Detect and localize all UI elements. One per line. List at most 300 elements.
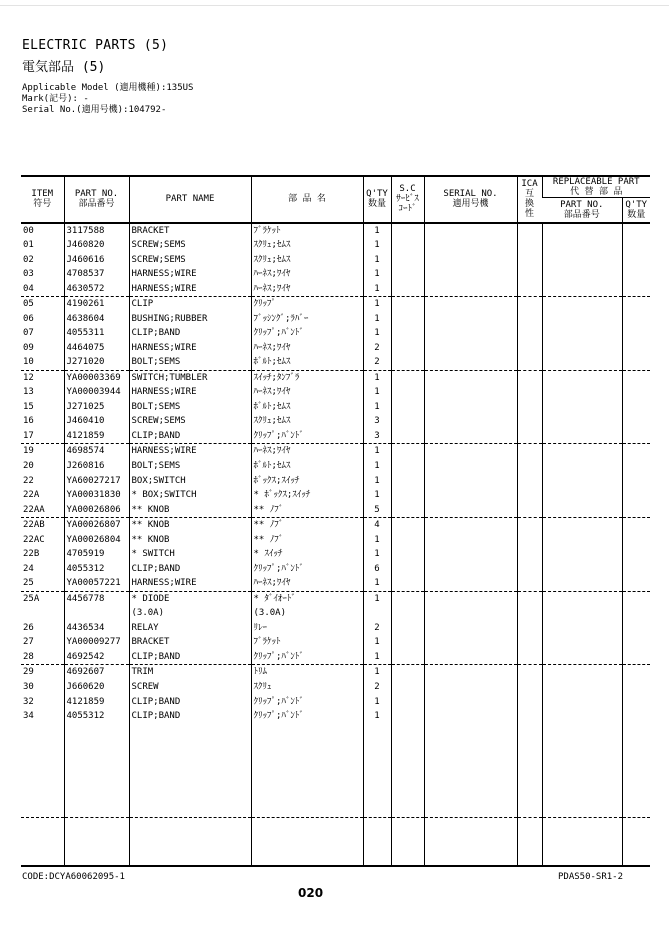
cell-qty: 1 (363, 223, 391, 239)
cell-item (21, 606, 64, 621)
cell-empty (424, 341, 517, 356)
table-row (21, 414, 650, 429)
cell-empty (424, 503, 517, 518)
cell-empty (622, 297, 650, 312)
cell-part-name-jp: ｽｸﾘｭ;ｾﾑｽ (251, 238, 363, 253)
cell-part-no: 4055312 (64, 562, 129, 577)
cell-empty (391, 665, 424, 680)
cell-qty: 1 (363, 267, 391, 282)
cell-empty (542, 223, 622, 239)
cell-empty (391, 312, 424, 327)
cell-part-name: ** KNOB (129, 518, 251, 533)
cell-empty (542, 414, 622, 429)
cell-empty (517, 385, 542, 400)
cell-part-name: SCREW;SEMS (129, 414, 251, 429)
cell-empty (424, 724, 517, 771)
cell-empty (424, 635, 517, 650)
cell-part-no: YA00009277 (64, 635, 129, 650)
cell-empty (129, 724, 251, 771)
cell-part-no: J260816 (64, 459, 129, 474)
table-row (21, 444, 650, 459)
col-header-part-no: PART NO. 部品番号 (64, 176, 129, 223)
table-row (21, 576, 650, 591)
cell-empty (251, 818, 363, 866)
cell-empty (64, 818, 129, 866)
table-row (21, 606, 650, 621)
cell-empty (391, 459, 424, 474)
cell-part-no: YA00026807 (64, 518, 129, 533)
cell-empty (622, 503, 650, 518)
table-row (21, 562, 650, 577)
cell-empty (542, 680, 622, 695)
cell-item: 00 (23, 225, 34, 236)
cell-part-no: 4121859 (64, 695, 129, 710)
cell-empty (391, 400, 424, 415)
cell-part-name: (3.0A) (129, 606, 251, 621)
cell-empty (424, 370, 517, 385)
table-row (21, 355, 650, 370)
cell-part-name-jp: * ｽｲｯﾁ (251, 547, 363, 562)
empty-row (21, 724, 650, 771)
cell-empty (424, 385, 517, 400)
cell-item: 24 (23, 563, 34, 574)
cell-empty (424, 770, 517, 817)
cell-part-name: SCREW (129, 680, 251, 695)
cell-qty: 1 (363, 370, 391, 385)
cell-item: 03 (23, 269, 34, 280)
cell-empty (622, 818, 650, 866)
cell-part-name-jp: ﾌﾞｯｼﾝｸﾞ;ﾗﾊﾞｰ (251, 312, 363, 327)
cell-empty (622, 606, 650, 621)
cell-empty (391, 223, 424, 239)
cell-empty (542, 341, 622, 356)
table-row (21, 695, 650, 710)
cell-empty (363, 724, 391, 771)
cell-part-no: YA00026804 (64, 533, 129, 548)
cell-empty (391, 341, 424, 356)
cell-empty (424, 562, 517, 577)
cell-empty (517, 709, 542, 724)
cell-part-name: SCREW;SEMS (129, 253, 251, 268)
cell-empty (64, 770, 129, 817)
cell-qty: 5 (363, 503, 391, 518)
cell-item: 07 (23, 328, 34, 339)
cell-empty (542, 576, 622, 591)
cell-empty (64, 724, 129, 771)
col-header-replaceable-qty: Q'TY 数量 (622, 198, 650, 223)
cell-part-name: CLIP;BAND (129, 562, 251, 577)
cell-part-name-jp: ﾊｰﾈｽ;ﾜｲﾔ (251, 444, 363, 459)
cell-item: 25A (23, 593, 40, 604)
cell-empty (517, 355, 542, 370)
cell-empty (622, 533, 650, 548)
empty-row (21, 818, 650, 866)
cell-part-no: YA60027217 (64, 474, 129, 489)
cell-empty (517, 326, 542, 341)
cell-empty (542, 724, 622, 771)
cell-part-name: BOLT;SEMS (129, 400, 251, 415)
cell-empty (622, 562, 650, 577)
cell-empty (622, 341, 650, 356)
cell-empty (542, 547, 622, 562)
cell-empty (391, 267, 424, 282)
table-row (21, 429, 650, 444)
cell-empty (517, 591, 542, 606)
col-header-part-name: PART NAME (129, 176, 251, 223)
cell-empty (622, 770, 650, 817)
applicable-model: Applicable Model (適用機種):135US (22, 83, 194, 93)
cell-part-name-jp: ｸﾘｯﾌﾟ;ﾊﾞﾝﾄﾞ (251, 562, 363, 577)
cell-part-name-jp: ﾄﾘﾑ (251, 665, 363, 680)
cell-part-no: YA00003944 (64, 385, 129, 400)
cell-empty (542, 818, 622, 866)
cell-part-no: 4630572 (64, 282, 129, 297)
cell-empty (517, 770, 542, 817)
cell-empty (517, 635, 542, 650)
cell-part-no: 4464075 (64, 341, 129, 356)
cell-item: 32 (23, 696, 34, 707)
table-row (21, 474, 650, 489)
cell-part-name: HARNESS;WIRE (129, 341, 251, 356)
cell-qty: 2 (363, 341, 391, 356)
cell-empty (391, 680, 424, 695)
cell-empty (424, 238, 517, 253)
cell-empty (517, 312, 542, 327)
cell-empty (517, 562, 542, 577)
cell-empty (542, 385, 622, 400)
cell-empty (424, 591, 517, 606)
table-row (21, 312, 650, 327)
cell-empty (391, 385, 424, 400)
cell-part-name-jp: ｸﾘｯﾌﾟ;ﾊﾞﾝﾄﾞ (251, 695, 363, 710)
cell-empty (622, 238, 650, 253)
cell-part-name-jp: ﾊｰﾈｽ;ﾜｲﾔ (251, 267, 363, 282)
cell-empty (622, 724, 650, 771)
cell-empty (542, 267, 622, 282)
cell-part-name-jp: ﾘﾚｰ (251, 621, 363, 636)
cell-part-no: J460820 (64, 238, 129, 253)
cell-qty: 1 (363, 650, 391, 665)
cell-part-name: CLIP;BAND (129, 326, 251, 341)
cell-part-no: J271025 (64, 400, 129, 415)
cell-qty: 1 (363, 238, 391, 253)
cell-empty (391, 547, 424, 562)
cell-empty (517, 282, 542, 297)
cell-qty: 1 (363, 576, 391, 591)
cell-empty (517, 650, 542, 665)
cell-item: 29 (23, 667, 34, 678)
cell-empty (542, 355, 622, 370)
cell-part-name-jp: ** ﾉﾌﾞ (251, 503, 363, 518)
cell-part-no: J271020 (64, 355, 129, 370)
cell-part-name: CLIP;BAND (129, 709, 251, 724)
cell-part-name: ** KNOB (129, 533, 251, 548)
cell-qty: 2 (363, 355, 391, 370)
cell-part-name-jp: ** ﾉﾌﾞ (251, 533, 363, 548)
table-row (21, 591, 650, 606)
cell-empty (424, 680, 517, 695)
table-row (21, 282, 650, 297)
cell-empty (542, 562, 622, 577)
cell-part-no: 4692607 (64, 665, 129, 680)
cell-empty (517, 414, 542, 429)
cell-empty (542, 370, 622, 385)
cell-part-no: YA00057221 (64, 576, 129, 591)
cell-part-name-jp: * ﾎﾞｯｸｽ;ｽｲｯﾁ (251, 488, 363, 503)
cell-part-name-jp: ﾌﾞﾗｹｯﾄ (251, 635, 363, 650)
cell-empty (622, 488, 650, 503)
cell-empty (542, 400, 622, 415)
cell-empty (622, 385, 650, 400)
cell-empty (542, 459, 622, 474)
cell-empty (424, 818, 517, 866)
cell-item: 26 (23, 622, 34, 633)
cell-part-name-jp: ｸﾘｯﾌﾟ;ﾊﾞﾝﾄﾞ (251, 326, 363, 341)
cell-qty: 3 (363, 414, 391, 429)
cell-empty (251, 770, 363, 817)
table-row (21, 650, 650, 665)
cell-part-name: BRACKET (129, 635, 251, 650)
cell-empty (622, 444, 650, 459)
cell-empty (424, 459, 517, 474)
cell-part-name-jp: ﾎﾞﾙﾄ;ｾﾑｽ (251, 355, 363, 370)
cell-item: 06 (23, 313, 34, 324)
cell-empty (622, 474, 650, 489)
cell-part-name-jp: ﾎﾞﾙﾄ;ｾﾑｽ (251, 459, 363, 474)
cell-part-name: HARNESS;WIRE (129, 282, 251, 297)
cell-empty (517, 474, 542, 489)
cell-qty: 1 (363, 591, 391, 606)
cell-part-no: YA00026806 (64, 503, 129, 518)
serial-line: Serial No.(適用号機):104792- (22, 105, 167, 115)
cell-part-name-jp: ﾊｰﾈｽ;ﾜｲﾔ (251, 576, 363, 591)
cell-empty (622, 650, 650, 665)
cell-part-no (64, 606, 129, 621)
cell-empty (622, 576, 650, 591)
cell-qty: 1 (363, 709, 391, 724)
cell-empty (424, 400, 517, 415)
cell-empty (391, 474, 424, 489)
cell-empty (517, 444, 542, 459)
cell-part-name: RELAY (129, 621, 251, 636)
cell-item: 17 (21, 429, 64, 444)
cell-empty (424, 444, 517, 459)
cell-part-name: CLIP;BAND (129, 695, 251, 710)
top-rule (0, 5, 669, 6)
cell-part-name: BRACKET (129, 223, 251, 239)
col-header-ica: ICA 互 換 性 (517, 176, 542, 223)
cell-part-no: 4692542 (64, 650, 129, 665)
cell-empty (622, 695, 650, 710)
cell-empty (517, 253, 542, 268)
cell-empty (517, 665, 542, 680)
cell-empty (542, 253, 622, 268)
cell-empty (424, 282, 517, 297)
cell-part-name: BOLT;SEMS (129, 355, 251, 370)
cell-empty (542, 591, 622, 606)
cell-item: 16 (23, 416, 34, 427)
table-row (21, 326, 650, 341)
cell-empty (517, 370, 542, 385)
cell-item: 28 (21, 650, 64, 665)
cell-item: 27 (23, 637, 34, 648)
cell-part-no: J660620 (64, 680, 129, 695)
cell-part-no: 3117588 (64, 223, 129, 239)
cell-empty (21, 770, 64, 817)
cell-qty (363, 606, 391, 621)
cell-qty: 1 (363, 635, 391, 650)
cell-empty (542, 665, 622, 680)
cell-part-no: 4190261 (64, 297, 129, 312)
cell-empty (424, 650, 517, 665)
cell-empty (517, 503, 542, 518)
cell-empty (391, 282, 424, 297)
cell-qty: 1 (363, 459, 391, 474)
cell-empty (391, 488, 424, 503)
cell-item: 04 (21, 282, 64, 297)
table-row (21, 621, 650, 636)
cell-qty: 2 (363, 680, 391, 695)
cell-item: 09 (23, 342, 34, 353)
mark-line: Mark(記号): - (22, 94, 89, 104)
cell-item: 34 (23, 711, 34, 722)
cell-empty (424, 606, 517, 621)
cell-item: 19 (23, 446, 34, 457)
cell-part-name-jp: ｽｸﾘｭ (251, 680, 363, 695)
cell-part-name-jp: ｸﾘｯﾌﾟ;ﾊﾞﾝﾄﾞ (251, 709, 363, 724)
cell-empty (622, 459, 650, 474)
cell-empty (424, 253, 517, 268)
cell-part-name-jp: ﾎﾞﾙﾄ;ｾﾑｽ (251, 400, 363, 415)
cell-empty (424, 474, 517, 489)
cell-empty (391, 503, 424, 518)
cell-part-name: HARNESS;WIRE (129, 267, 251, 282)
table-row (21, 547, 650, 562)
cell-qty: 4 (363, 518, 391, 533)
cell-empty (391, 253, 424, 268)
table-row (21, 488, 650, 503)
cell-empty (424, 355, 517, 370)
parts-table-body (21, 223, 650, 867)
cell-empty (424, 695, 517, 710)
page-title-japanese: 電気部品 (5) (22, 60, 106, 75)
cell-empty (622, 429, 650, 444)
cell-qty: 1 (363, 474, 391, 489)
cell-qty: 1 (363, 297, 391, 312)
table-row (21, 665, 650, 680)
cell-part-name: * SWITCH (129, 547, 251, 562)
cell-empty (542, 606, 622, 621)
cell-empty (622, 370, 650, 385)
table-row (21, 635, 650, 650)
col-header-replaceable-part: REPLACEABLE PART 代 替 部 品 (542, 176, 650, 198)
cell-part-name-jp: ｸﾘｯﾌﾟ (251, 297, 363, 312)
parts-table (21, 175, 650, 867)
col-header-serial-no: SERIAL NO. 適用号機 (424, 176, 517, 223)
cell-empty (517, 238, 542, 253)
cell-empty (391, 635, 424, 650)
cell-part-name: HARNESS;WIRE (129, 576, 251, 591)
cell-empty (391, 576, 424, 591)
cell-empty (542, 488, 622, 503)
cell-empty (391, 770, 424, 817)
cell-empty (542, 518, 622, 533)
cell-part-name-jp: * ﾀﾞｲｵｰﾄﾞ (251, 591, 363, 606)
table-row (21, 238, 650, 253)
cell-qty: 1 (363, 253, 391, 268)
cell-part-no: 4705919 (64, 547, 129, 562)
cell-part-name-jp: ｸﾘｯﾌﾟ;ﾊﾞﾝﾄﾞ (251, 650, 363, 665)
cell-part-no: 4638604 (64, 312, 129, 327)
cell-item: 25 (21, 576, 64, 591)
cell-empty (517, 267, 542, 282)
cell-empty (622, 518, 650, 533)
cell-item: 22B (23, 549, 40, 560)
cell-part-no: YA00031830 (64, 488, 129, 503)
cell-empty (129, 818, 251, 866)
cell-item: 15 (23, 401, 34, 412)
table-row (21, 503, 650, 518)
cell-empty (424, 267, 517, 282)
cell-part-name-jp: ﾊｰﾈｽ;ﾜｲﾔ (251, 385, 363, 400)
cell-item: 12 (23, 372, 34, 383)
cell-empty (622, 414, 650, 429)
cell-qty: 2 (363, 621, 391, 636)
cell-part-no: 4055312 (64, 709, 129, 724)
page-number: 020 (298, 886, 324, 900)
cell-empty (622, 223, 650, 239)
cell-empty (391, 370, 424, 385)
cell-qty: 1 (363, 444, 391, 459)
cell-part-name: CLIP;BAND (129, 650, 251, 665)
cell-empty (517, 547, 542, 562)
cell-item: 22 (23, 475, 34, 486)
cell-empty (542, 650, 622, 665)
cell-part-name: BUSHING;RUBBER (129, 312, 251, 327)
cell-part-name-jp: ﾌﾞﾗｹｯﾄ (251, 223, 363, 239)
cell-empty (517, 223, 542, 239)
cell-empty (622, 253, 650, 268)
cell-qty: 1 (363, 282, 391, 297)
table-row (21, 297, 650, 312)
cell-part-name-jp: ｸﾘｯﾌﾟ;ﾊﾞﾝﾄﾞ (251, 429, 363, 444)
cell-empty (391, 297, 424, 312)
cell-empty (517, 576, 542, 591)
cell-empty (424, 709, 517, 724)
cell-part-name-jp: ｽｸﾘｭ;ｾﾑｽ (251, 414, 363, 429)
cell-empty (542, 282, 622, 297)
cell-empty (517, 459, 542, 474)
cell-empty (622, 635, 650, 650)
cell-empty (391, 562, 424, 577)
cell-empty (424, 547, 517, 562)
cell-empty (391, 621, 424, 636)
cell-empty (517, 297, 542, 312)
empty-row (21, 770, 650, 817)
cell-empty (542, 312, 622, 327)
cell-empty (622, 312, 650, 327)
cell-empty (391, 238, 424, 253)
cell-empty (622, 282, 650, 297)
cell-qty: 1 (363, 385, 391, 400)
document-reference: PDAS50-SR1-2 (558, 872, 624, 882)
table-row (21, 370, 650, 385)
cell-empty (517, 818, 542, 866)
cell-part-no: J460616 (64, 253, 129, 268)
cell-part-no: 4436534 (64, 621, 129, 636)
table-row (21, 459, 650, 474)
col-header-qty: Q'TY 数量 (363, 176, 391, 223)
